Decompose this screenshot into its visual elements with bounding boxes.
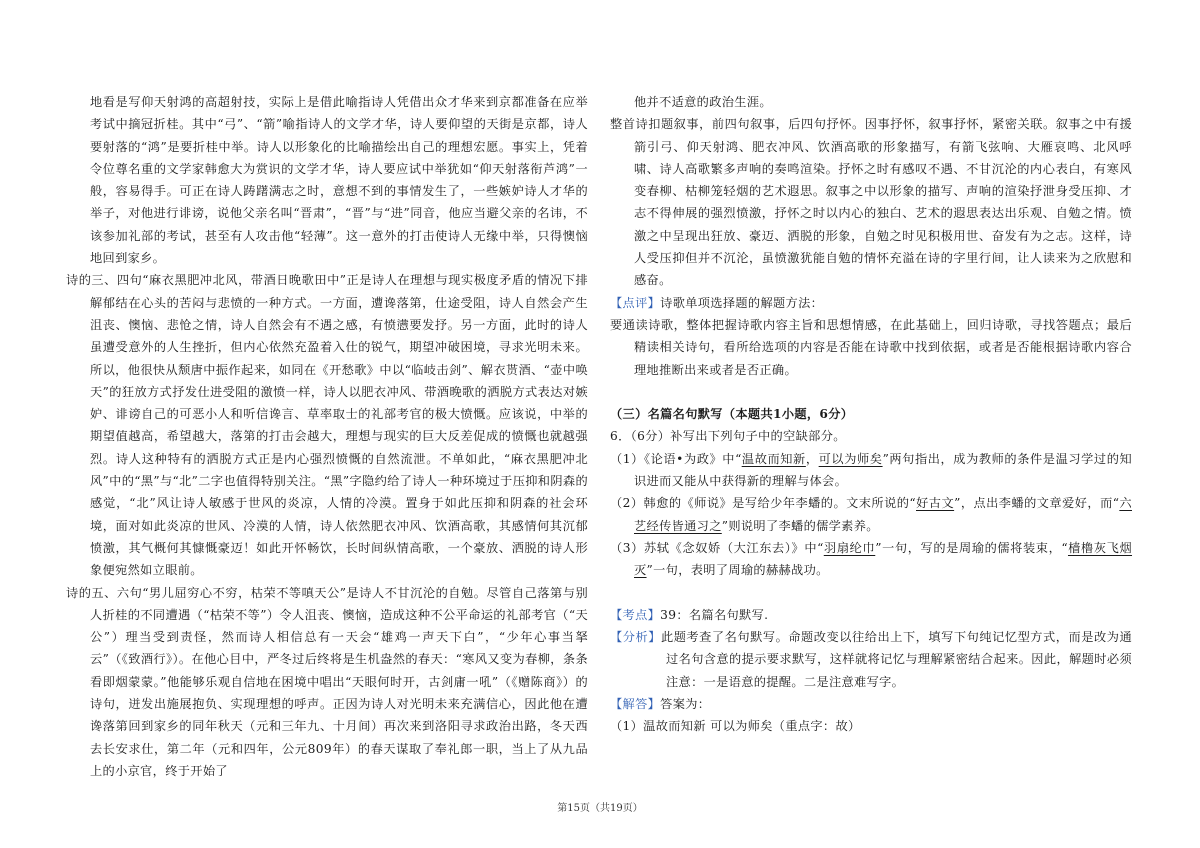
analysis-para-1: 地看是写仰天射鸿的高超射技，实际上是借此喻指诗人凭借出众才华来到京都准备在应举考试中摘冠折桂。其中“弓”、“箭”喻指诗人的文学才华，诗人要仰望的天街是京都，诗人要射落的“鸿”是要折桂中举。诗人以形象化的比喻描绘出自己的理想宏愿。事实上，凭着令位尊名重的文学家韩愈大为赏识的文学才华，诗人要应试中举犹如“仰天射落衔芦鸿”一般，容易得手。可正在诗人踌躇满志之时，意想不到的事情发生了，一些嫉妒诗人才华的举子，对他进行诽谤，说他父亲名叫“晋肃”，“晋”与“进”同音，他应当避父亲的名讳，不该参加礼部的考试，甚至有人攻击他“轻薄”。这一意外的打击使诗人无缘中举，只得懊恼地回到家乡。: [90, 95, 588, 266]
question-6-3: （3）苏轼《念奴娇（大江东去）》中“羽扇纶巾”一句，写的是周瑜的儒将装束，“樯橹灰飞烟灭”一句，表明了周瑜的赫赫战功。: [610, 540, 1133, 578]
question-6: 6．（6分）补写出下列句子中的空缺部分。: [610, 429, 846, 444]
page-footer: 第15页（共19页）: [557, 803, 643, 814]
jieda-text: 答案为：: [660, 697, 711, 712]
answer-blank: 六艺经传皆通习之: [634, 496, 1132, 533]
fenxi-text: 此题考查了名句默写。命题改变以往给出上下，填写下句纯记忆型方式，而是改为通过名句含意的提示要求默写，这样就将记忆与理解紧密结合起来。因此，解题时必须注意：一是语意的提醒。二是注意难写字。: [660, 630, 1132, 689]
dianping-body: 要通读诗歌，整体把握诗歌内容主旨和思想情感，在此基础上，回归诗歌，寻找答题点；最后精读相关诗句，看所给选项的内容是否能在诗歌中找到依据，或者是否能根据诗歌内容合理地推断出来或者是否正确。: [610, 317, 1132, 377]
analysis-para-continued: 他并不适意的政治生涯。: [634, 95, 772, 109]
kaodian: [610, 604, 1132, 626]
jieda: [610, 693, 1132, 715]
dianping-text: 诗歌单项选择题的解题方法：: [660, 295, 824, 310]
fenxi: [610, 626, 1132, 693]
kaodian-tag: 【考点】: [610, 607, 661, 622]
question-6-1: （1）《论语•为政》中“温故而知新，可以为师矣”两句指出，成为教师的条件是温习学过的知识进而又能从中获得新的理解与体会。: [610, 451, 1133, 489]
right-column: [610, 91, 1132, 738]
left-column: [66, 91, 588, 782]
fenxi-tag: 【分析】: [610, 630, 661, 645]
jieda-tag: 【解答】: [610, 697, 661, 712]
question-6-2: （2）韩愈的《师说》是写给少年李蟠的。文末所说的“好古文”，点出李蟠的文章爱好，而“六艺经传皆通习之”则说明了李蟠的儒学素养。: [610, 496, 1132, 533]
answer-blank: 可以为师矣: [818, 451, 883, 466]
section-title: （三）名篇名句默写（本题共1小题，6分）: [610, 407, 854, 422]
answer-1: （1）温故而知新 可以为师矣（重点字：故）: [610, 719, 861, 734]
kaodian-text: 39：名篇名句默写.: [660, 607, 769, 622]
answer-blank: 羽扇纶巾: [823, 540, 876, 555]
answer-blank: 温故而知新: [741, 451, 806, 466]
analysis-para-3: 诗的五、六句“男儿屈穷心不穷，枯荣不等嗔天公”是诗人不甘沉沦的自勉。尽管自己落第与别人折桂的不同遭遇（“枯荣不等”）令人沮丧、懊恼，造成这种不公平命运的礼部考官（“天公”）理当受到责怪，然而诗人相信总有一天会“雄鸡一声天下白”，“少年心事当拏云”（《致酒行》）。在他心目中，严冬过后终将是生机盎然的春天：“寒风又变为春柳，条条看即烟蒙蒙。”他能够乐观自信地在困境中唱出“天眼何时开，古剑庸一吼”（《赠陈商》）的诗句，迸发出施展抱负、实现理想的呼声。正因为诗人对光明未来充满信心，因此他在遭谗落第回到家乡的同年秋天（元和三年九、十月间）再次来到洛阳寻求政治出路，冬天西去长安求仕，第二年（元和四年，公元809年）的春天谋取了奉礼郎一职，当上了从九品上的小京官，终于开始了: [66, 585, 588, 778]
dianping-tag: 【点评】: [610, 295, 661, 310]
dianping-heading: [610, 292, 1132, 314]
answer-blank: 樯橹灰飞烟灭: [634, 540, 1133, 578]
analysis-summary: 整首诗扣题叙事，前四句叙事，后四句抒怀。因事抒怀，叙事抒怀，紧密关联。叙事之中有援箭引弓、仰天射鸿、肥衣冲风、饮酒高歌的形象描写，有箭飞弦响、大雁哀鸣、北风呼啸、诗人高歌繁多声响的奏鸣渲染。抒怀之时有感叹不遇、不甘沉沦的内心表白，有寒风变春柳、枯柳笼轻烟的艺术遐思。叙事之中以形象的描写、声响的渲染抒泄身受压抑、才志不得伸展的强烈愤激，抒怀之时以内心的独白、艺术的遐思表达出乐观、自勉之情。愤激之中呈现出狂放、豪迈、洒脱的形象，自勉之时见积极用世、奋发有为之志。这样，诗人受压抑但并不沉沦，虽愤激犹能自勉的情怀充溢在诗的字里行间，让人读来为之欣慰和感奋。: [610, 117, 1132, 288]
analysis-para-2: 诗的三、四句“麻衣黑肥冲北风，带酒日晚歌田中”正是诗人在理想与现实极度矛盾的情况下排解郁结在心头的苦闷与悲愤的一种方式。一方面，遭谗落第，仕途受阻，诗人自然会产生沮丧、懊恼、悲怆之情，诗人自然会有不遇之感，有愤懑要发抒。另一方面，此时的诗人虽遭受意外的人生挫折，但内心依然充盈着入仕的锐气，期望冲破困境，寻求光明未来。所以，他很快从颓唐中振作起来，如同在《开愁歌》中以“临岐击剑”、解衣贳酒、“壶中唤天”的狂放方式抒发仕进受阻的激愤一样，诗人以肥衣冲风、带酒晚歌的洒脱方式表达对嫉妒、诽谤自己的可恶小人和听信谗言、草率取士的礼部考官的极大愤慨。应该说，中举的期望值越高，希望越大，落第的打击会越大，理想与现实的巨大反差促成的愤慨也就越强烈。诗人这种特有的洒脱方式正是内心强烈愤慨的自然流泄。不单如此，“麻衣黑肥冲北风”中的“黑”与“北”二字也值得特别关注。“黑”字隐约给了诗人一种环境过于压抑和阴森的感觉，“北”风让诗人敏感于世风的炎凉，人情的冷漠。置身于如此压抑和阴森的社会环境，面对如此炎凉的世风、冷漠的人情，诗人依然肥衣冲风、饮酒高歌，其感情何其沉郁愤激，其气概何其慷慨豪迈！如此开怀畅饮，长时间纵情高歌，一个豪放、洒脱的诗人形象便宛然如立眼前。: [66, 273, 588, 578]
answer-blank: 好古文: [916, 496, 955, 511]
